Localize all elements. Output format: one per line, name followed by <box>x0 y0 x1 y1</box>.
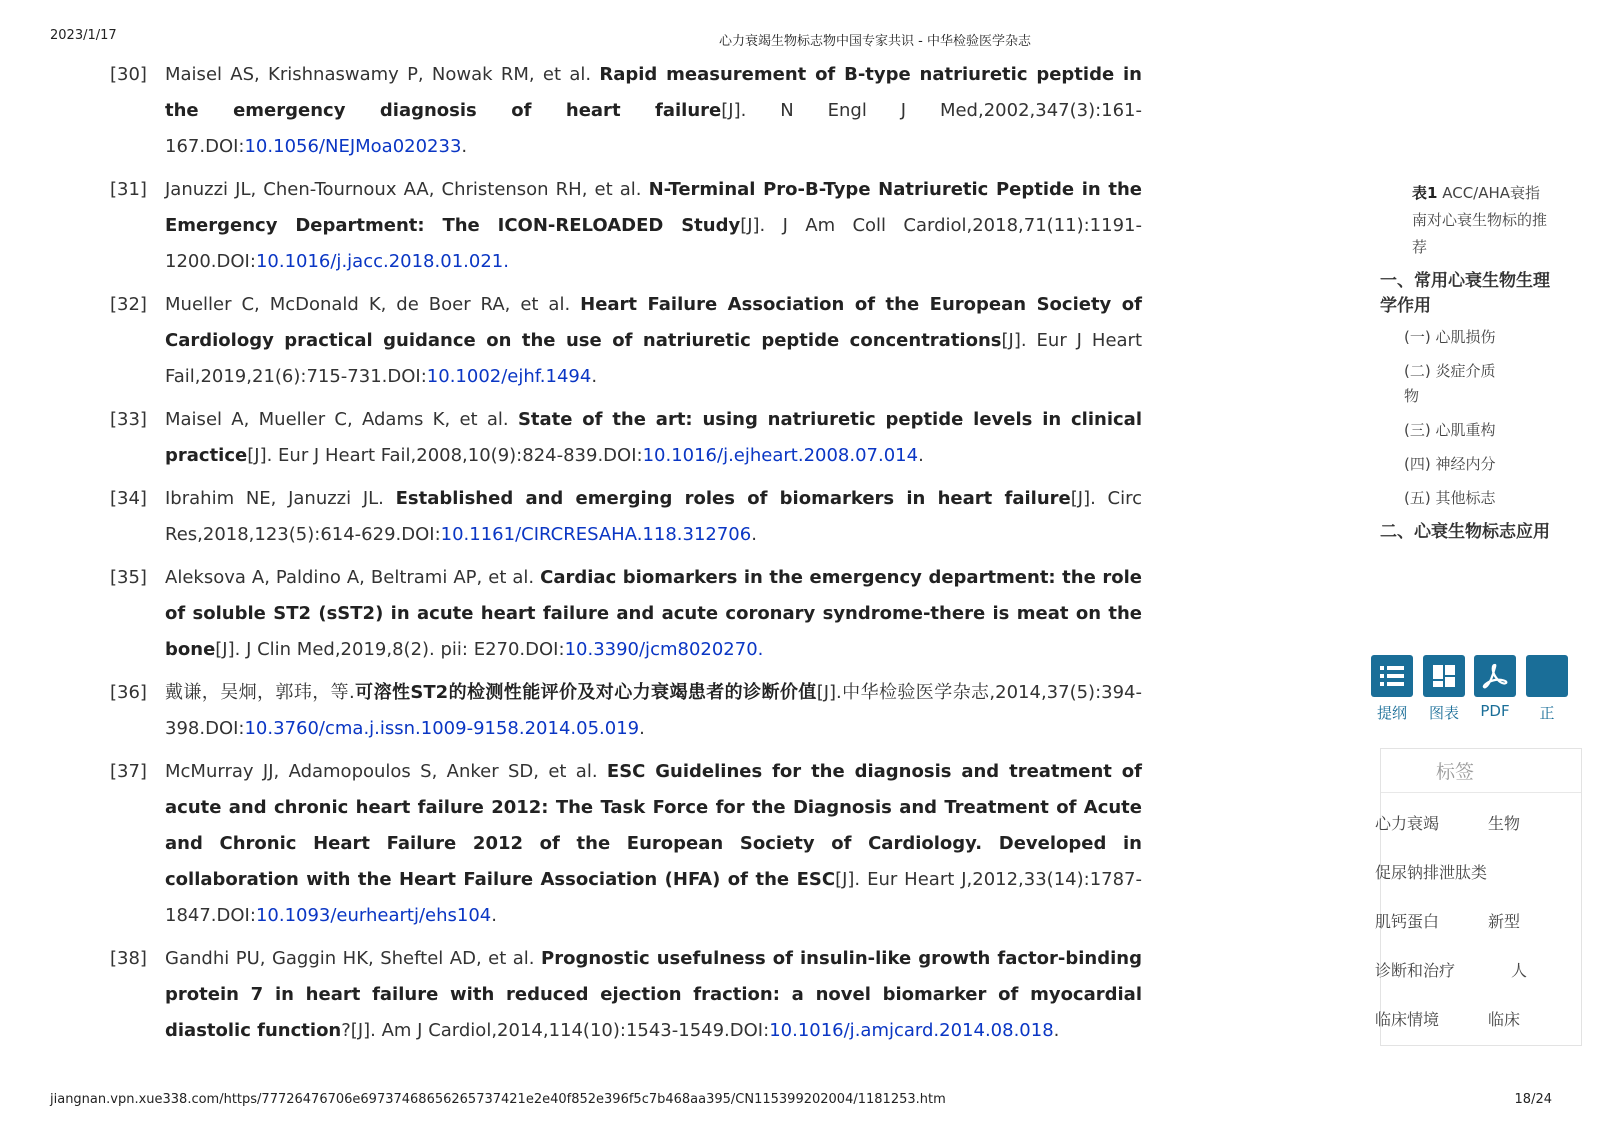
outline-label: 提纲 <box>1376 704 1407 722</box>
reference-title: Cardiac biomarkers in the emergency department: the role of soluble ST2 (sST2) in acute heart failure and acute coronary syndrome-there is meat on the bone <box>165 567 1142 660</box>
tags-title: 标签 <box>1436 761 1475 783</box>
tag-item[interactable]: 临床 <box>1488 1010 1521 1029</box>
reference-source: [J].中华检验医学杂志,2014,37(5):394-398.DOI: <box>165 682 1142 739</box>
pdf-icon <box>1474 655 1516 697</box>
page-title: 心力衰竭生物标志物中国专家共识 - 中华检验医学杂志 <box>719 34 1031 49</box>
reference-title: State of the art: using natriuretic peptide levels in clinical practice <box>165 409 1142 466</box>
reference-title: N-Terminal Pro-B-Type Natriuretic Peptide in the Emergency Department: The ICON-RELOADED Study <box>165 179 1142 236</box>
reference-number: [33] <box>110 409 147 430</box>
doi-link[interactable]: 10.1016/j.ejheart.2008.07.014 <box>642 445 919 466</box>
figures-button[interactable] <box>1422 655 1466 723</box>
reference-list <box>110 57 1142 1056</box>
reference-number: [38] <box>110 948 147 969</box>
reference-source: [J]. Circ Res,2018,123(5):614-629.DOI: <box>165 488 1142 545</box>
reference-number: [36] <box>110 682 147 703</box>
reference-authors: Januzzi JL, Chen-Tournoux AA, Christenson RH, et al. <box>165 179 649 200</box>
reference-end: . <box>591 366 598 387</box>
outline-panel <box>1380 180 1553 551</box>
reference-number: [30] <box>110 64 147 85</box>
page-url: jiangnan.vpn.xue338.com/https/77726476706e69737468656265737421e2e40f852e396f5c7b468aa395/CN115399202004/1181253.htm <box>50 1092 946 1107</box>
reference-number: [32] <box>110 294 147 315</box>
doi-link[interactable]: 10.1093/eurheartj/ehs104 <box>255 905 492 926</box>
reference-number: [37] <box>110 761 147 782</box>
pdf-button[interactable] <box>1473 655 1517 720</box>
reference-authors: McMurray JJ, Adamopoulos S, Anker SD, et al. <box>165 761 607 782</box>
reference-end: . <box>1053 1020 1060 1041</box>
reference-authors: Maisel AS, Krishnaswamy P, Nowak RM, et al. <box>165 64 600 85</box>
reference-source: [J]. Eur J Heart Fail,2008,10(9):824-839.DOI: <box>247 445 643 466</box>
reference-item <box>110 402 1142 474</box>
doi-link[interactable]: 10.3390/jcm8020270. <box>564 639 764 660</box>
tag-item[interactable]: 促尿钠排泄肽类 <box>1375 863 1488 882</box>
reference-authors: Ibrahim NE, Januzzi JL. <box>165 488 396 509</box>
reference-item <box>110 560 1142 668</box>
toc-subsection[interactable]: (二) 炎症介质物 <box>1404 362 1496 405</box>
reference-source: [J]. J Am Coll Cardiol,2018,71(11):1191-1200.DOI: <box>165 215 1142 272</box>
doi-link[interactable]: 10.1161/CIRCRESAHA.118.312706 <box>440 524 752 545</box>
reference-source: [J]. Eur Heart J,2012,33(14):1787-1847.DOI: <box>165 869 1142 926</box>
doi-link[interactable]: 10.1056/NEJMoa020233 <box>244 136 462 157</box>
list-icon <box>1371 655 1413 697</box>
reference-authors: Mueller C, McDonald K, de Boer RA, et al. <box>165 294 581 315</box>
toc-subsection[interactable]: (五) 其他标志 <box>1404 489 1496 507</box>
print-date: 2023/1/17 <box>50 28 117 43</box>
tag-item[interactable]: 生物 <box>1488 814 1521 833</box>
toc-subsection[interactable]: (三) 心肌重构 <box>1404 421 1496 439</box>
figures-label: 图表 <box>1428 704 1459 722</box>
toc-subsection[interactable]: (一) 心肌损伤 <box>1404 328 1496 346</box>
toc-section-2[interactable]: 二、心衰生物标志应用 <box>1380 522 1550 542</box>
tag-item[interactable]: 临床情境 <box>1375 1010 1440 1029</box>
reference-title: Rapid measurement of B-type natriuretic peptide in the emergency diagnosis of heart failure <box>165 64 1142 121</box>
toolbar <box>1376 655 1580 725</box>
pdf-label: PDF <box>1480 702 1510 720</box>
toc-section-1[interactable]: 一、常用心衰生物生理学作用 <box>1380 271 1550 316</box>
reference-title: ESC Guidelines for the diagnosis and treatment of acute and chronic heart failure 2012: The Task Force for the Diagnosis and Treatment of Acute and Chronic Heart Failure 2012 of the European Society of Cardiology. Developed in collaboration with the Heart Failure Association (HFA) of the ESC <box>165 761 1142 890</box>
reference-end: . <box>461 136 468 157</box>
reference-item <box>110 57 1142 165</box>
doi-link[interactable]: 10.1016/j.jacc.2018.01.021. <box>255 251 509 272</box>
reference-number: [31] <box>110 179 147 200</box>
reference-authors: Maisel A, Mueller C, Adams K, et al. <box>165 409 518 430</box>
reference-source: ?[J]. Am J Cardiol,2014,114(10):1543-1549.DOI: <box>341 1020 770 1041</box>
doi-link[interactable]: 10.3760/cma.j.issn.1009-9158.2014.05.019 <box>244 718 640 739</box>
reference-title: Prognostic usefulness of insulin-like growth factor-binding protein 7 in heart failure with reduced ejection fraction: a novel biomarker of myocardial diastolic function <box>165 948 1142 1041</box>
grid-icon <box>1423 655 1465 697</box>
reference-item <box>110 941 1142 1049</box>
tag-item[interactable]: 人 <box>1511 961 1528 980</box>
more-button[interactable] <box>1525 655 1569 723</box>
reference-end: . <box>491 905 497 926</box>
reference-authors: Gandhi PU, Gaggin HK, Sheftel AD, et al. <box>165 948 542 969</box>
more-label: 正 <box>1539 704 1555 722</box>
reference-source: [J]. N Engl J Med,2002,347(3):161-167.DOI: <box>165 100 1143 157</box>
reference-number: [35] <box>110 567 147 588</box>
right-sidebar <box>1375 0 1555 1130</box>
table-label: 表1 <box>1412 184 1438 202</box>
tag-item[interactable]: 心力衰竭 <box>1375 814 1440 833</box>
reference-source: [J]. J Clin Med,2019,8(2). pii: E270.DOI: <box>215 639 565 660</box>
reference-item <box>110 172 1142 280</box>
reference-authors: Aleksova A, Paldino A, Beltrami AP, et al. <box>165 567 541 588</box>
reference-source: [J]. Eur J Heart Fail,2019,21(6):715-731.DOI: <box>165 330 1143 387</box>
reference-title: 可溶性ST2的检测性能评价及对心力衰竭患者的诊断价值 <box>354 682 817 703</box>
divider <box>1381 792 1581 793</box>
reference-end: . <box>918 445 924 466</box>
more-icon <box>1526 655 1568 697</box>
tag-item[interactable]: 肌钙蛋白 <box>1375 912 1440 931</box>
tag-item[interactable]: 新型 <box>1488 912 1521 931</box>
page-number: 18/24 <box>1514 1092 1552 1107</box>
tags-panel <box>1375 748 1582 1046</box>
toc-subsection[interactable]: (四) 神经内分 <box>1404 455 1496 473</box>
doi-link[interactable]: 10.1016/j.amjcard.2014.08.018 <box>769 1020 1054 1041</box>
reference-item <box>110 481 1142 553</box>
reference-title: Established and emerging roles of biomarkers in heart failure <box>395 488 1071 509</box>
reference-item <box>110 287 1142 395</box>
doi-link[interactable]: 10.1002/ejhf.1494 <box>426 366 592 387</box>
reference-number: [34] <box>110 488 147 509</box>
table-caption: ACC/AHA衰指南对心衰生物标的推荐 <box>1412 184 1548 256</box>
tag-item[interactable]: 诊断和治疗 <box>1375 961 1456 980</box>
reference-authors: 戴谦，吴炯，郭玮，等. <box>165 682 355 703</box>
toc-table-link[interactable] <box>1380 180 1553 261</box>
reference-end: . <box>751 524 757 545</box>
reference-item <box>110 675 1142 747</box>
outline-button[interactable] <box>1370 655 1414 723</box>
reference-end: . <box>639 718 645 739</box>
reference-item <box>110 754 1142 934</box>
reference-title: Heart Failure Association of the European Society of Cardiology practical guidance on the use of natriuretic peptide concentrations <box>165 294 1142 351</box>
